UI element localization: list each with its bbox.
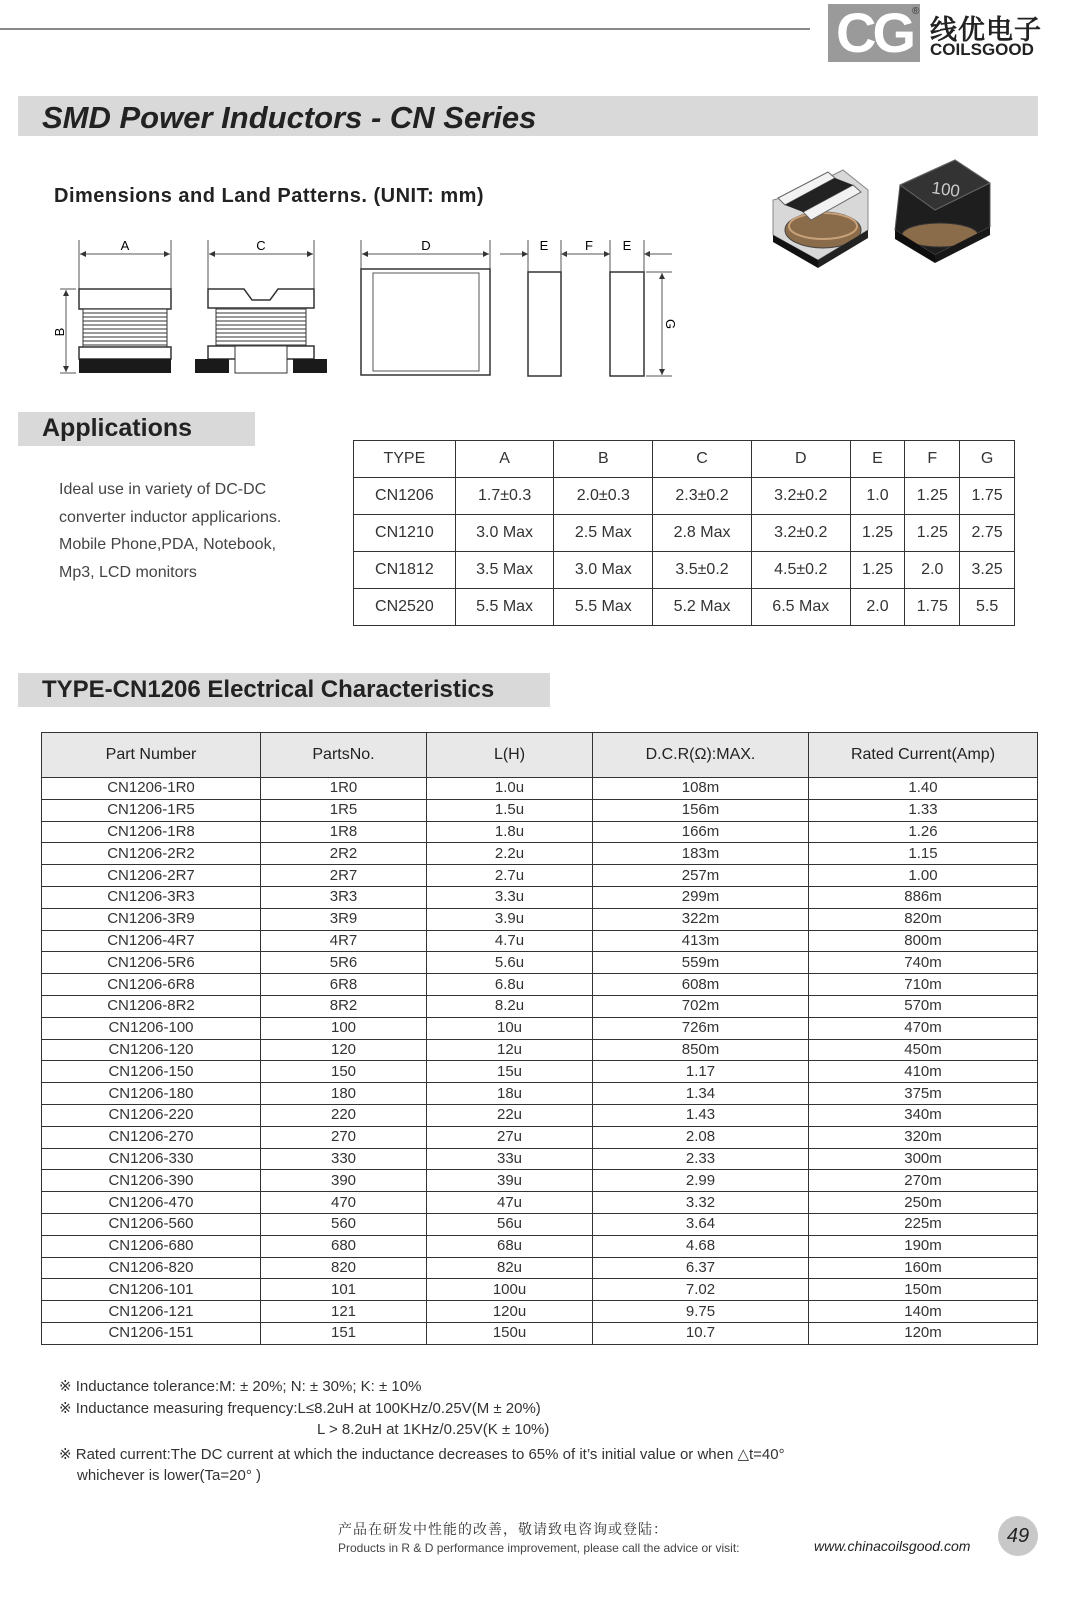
table-cell: 15u [427, 1061, 593, 1083]
table-row [42, 1170, 1038, 1192]
table-cell: 1.17 [593, 1061, 809, 1083]
dimensions-cell: CN1812 [354, 552, 456, 589]
dimensions-cell: 3.0 Max [455, 515, 554, 552]
table-cell: 68u [427, 1235, 593, 1257]
table-cell: 2R2 [261, 843, 427, 865]
table-cell: 740m [809, 952, 1038, 974]
label-a: A [120, 238, 130, 253]
table-cell: 100u [427, 1279, 593, 1301]
table-cell: 299m [593, 886, 809, 908]
col-header-inductance: L(H) [427, 733, 593, 778]
dimensions-cell: 1.75 [905, 589, 960, 626]
table-cell: 6R8 [261, 974, 427, 996]
col-header-parts-no: PartsNo. [261, 733, 427, 778]
table-cell: CN1206-560 [42, 1213, 261, 1235]
table-cell: 410m [809, 1061, 1038, 1083]
dimensions-cell: CN1206 [354, 478, 456, 515]
table-cell: 140m [809, 1301, 1038, 1323]
table-cell: 4.68 [593, 1235, 809, 1257]
registered-mark: ® [912, 6, 920, 17]
table-cell: CN1206-6R8 [42, 974, 261, 996]
side-view-c-drawing [195, 240, 327, 373]
table-cell: 559m [593, 952, 809, 974]
table-cell: 120m [809, 1322, 1038, 1344]
table-cell: 2.2u [427, 843, 593, 865]
inductor-photo-shielded [895, 160, 990, 263]
table-cell: 1.34 [593, 1083, 809, 1105]
table-cell: 1.5u [427, 799, 593, 821]
table-row [42, 865, 1038, 887]
table-cell: 5R6 [261, 952, 427, 974]
table-row [42, 1061, 1038, 1083]
table-cell: 33u [427, 1148, 593, 1170]
table-cell: 220 [261, 1104, 427, 1126]
table-cell: CN1206-2R2 [42, 843, 261, 865]
note-frequency: ※ Inductance measuring frequency:L≤8.2uH at 100KHz/0.25V(M ± 20%) [59, 1400, 541, 1417]
table-row [42, 1039, 1038, 1061]
table-cell: CN1206-120 [42, 1039, 261, 1061]
table-cell: 27u [427, 1126, 593, 1148]
table-cell: 702m [593, 995, 809, 1017]
table-cell: 250m [809, 1192, 1038, 1214]
dimensions-header-cell: C [653, 441, 752, 478]
table-cell: CN1206-4R7 [42, 930, 261, 952]
table-row [42, 952, 1038, 974]
table-row [42, 1279, 1038, 1301]
dimensions-row [354, 515, 1015, 552]
table-cell: 7.02 [593, 1279, 809, 1301]
table-cell: 150 [261, 1061, 427, 1083]
table-cell: 413m [593, 930, 809, 952]
table-cell: 3.32 [593, 1192, 809, 1214]
table-row [42, 1017, 1038, 1039]
table-cell: 100 [261, 1017, 427, 1039]
dimensions-cell: 3.2±0.2 [751, 515, 850, 552]
table-cell: CN1206-5R6 [42, 952, 261, 974]
table-cell: 156m [593, 799, 809, 821]
note-tolerance: ※ Inductance tolerance:M: ± 20%; N: ± 30%; K: ± 10% [59, 1378, 422, 1395]
table-cell: CN1206-180 [42, 1083, 261, 1105]
table-cell: CN1206-2R7 [42, 865, 261, 887]
dimensions-cell: 1.7±0.3 [455, 478, 554, 515]
dimensions-cell: 4.5±0.2 [751, 552, 850, 589]
page-title: SMD Power Inductors - CN Series [42, 100, 537, 135]
dimensions-cell: 3.5±0.2 [653, 552, 752, 589]
dimensions-cell: 6.5 Max [751, 589, 850, 626]
table-cell: 39u [427, 1170, 593, 1192]
table-cell: CN1206-151 [42, 1322, 261, 1344]
table-cell: 2.08 [593, 1126, 809, 1148]
applications-line: Mobile Phone,PDA, Notebook, [59, 536, 277, 553]
table-cell: 4R7 [261, 930, 427, 952]
table-cell: 9.75 [593, 1301, 809, 1323]
table-cell: CN1206-3R3 [42, 886, 261, 908]
table-cell: CN1206-470 [42, 1192, 261, 1214]
dimensions-cell: 1.25 [850, 515, 905, 552]
table-row [42, 1148, 1038, 1170]
table-row [42, 799, 1038, 821]
dimensions-header-cell: D [751, 441, 850, 478]
table-cell: 150u [427, 1322, 593, 1344]
applications-text [59, 476, 339, 586]
dimensions-cell: 3.0 Max [554, 552, 653, 589]
dimensions-cell: 2.0 [850, 589, 905, 626]
table-cell: 1.15 [809, 843, 1038, 865]
dimensions-cell: 3.5 Max [455, 552, 554, 589]
electrical-heading: TYPE-CN1206 Electrical Characteristics [42, 676, 495, 703]
table-cell: 1.8u [427, 821, 593, 843]
electrical-table [41, 732, 1038, 1345]
table-row [42, 1083, 1038, 1105]
dimensions-cell: 1.75 [960, 478, 1015, 515]
table-cell: 121 [261, 1301, 427, 1323]
dimensions-cell: 3.25 [960, 552, 1015, 589]
table-cell: 10.7 [593, 1322, 809, 1344]
footer-en: Products in R & D performance improvement, please call the advice or visit: [338, 1541, 740, 1555]
table-cell: 2R7 [261, 865, 427, 887]
land-pattern-d-drawing [361, 240, 490, 375]
table-cell: 390 [261, 1170, 427, 1192]
table-cell: 270 [261, 1126, 427, 1148]
table-cell: 101 [261, 1279, 427, 1301]
table-cell: 375m [809, 1083, 1038, 1105]
brand-name-en: COILSGOOD [930, 40, 1034, 59]
table-cell: 180 [261, 1083, 427, 1105]
table-cell: 270m [809, 1170, 1038, 1192]
dimensions-cell: 5.5 Max [554, 589, 653, 626]
dimensions-row [354, 589, 1015, 626]
table-cell: 1.43 [593, 1104, 809, 1126]
table-row [42, 930, 1038, 952]
applications-line: Ideal use in variety of DC-DC [59, 481, 267, 498]
table-cell: 18u [427, 1083, 593, 1105]
table-row [42, 821, 1038, 843]
dimensions-header-cell: G [960, 441, 1015, 478]
table-cell: 608m [593, 974, 809, 996]
table-cell: 1.00 [809, 865, 1038, 887]
note-rated-current: ※ Rated current:The DC current at which the inductance decreases to 65% of it’s initial value or when △t=40° [59, 1446, 785, 1463]
applications-line: converter inductor applicarions. [59, 508, 282, 526]
footer-cn: 产品在研发中性能的改善，敬请致电咨询或登陆： [338, 1521, 668, 1537]
table-cell: 1.40 [809, 778, 1038, 800]
table-cell: 300m [809, 1148, 1038, 1170]
dimensions-header-cell: F [905, 441, 960, 478]
table-cell: 5.6u [427, 952, 593, 974]
label-d: D [421, 238, 431, 253]
dimensions-cell: 5.5 [960, 589, 1015, 626]
table-row [42, 843, 1038, 865]
table-cell: 1R8 [261, 821, 427, 843]
table-cell: CN1206-390 [42, 1170, 261, 1192]
label-e-right: E [622, 238, 632, 253]
table-cell: CN1206-680 [42, 1235, 261, 1257]
table-cell: 190m [809, 1235, 1038, 1257]
table-cell: 2.33 [593, 1148, 809, 1170]
dimensions-cell: CN1210 [354, 515, 456, 552]
table-cell: 160m [809, 1257, 1038, 1279]
table-cell: 8.2u [427, 995, 593, 1017]
table-cell: 3R3 [261, 886, 427, 908]
dimension-drawings [50, 232, 690, 382]
table-cell: 3R9 [261, 908, 427, 930]
label-b: B [52, 327, 67, 337]
table-cell: 120u [427, 1301, 593, 1323]
table-cell: 4.7u [427, 930, 593, 952]
dimensions-cell: 2.5 Max [554, 515, 653, 552]
table-cell: 560 [261, 1213, 427, 1235]
dimensions-cell: 2.75 [960, 515, 1015, 552]
dimensions-cell: 1.25 [850, 552, 905, 589]
table-cell: 56u [427, 1213, 593, 1235]
applications-line: Mp3, LCD monitors [59, 563, 197, 581]
table-cell: 450m [809, 1039, 1038, 1061]
table-row [42, 778, 1038, 800]
table-cell: 151 [261, 1322, 427, 1344]
table-cell: 8R2 [261, 995, 427, 1017]
table-cell: 166m [593, 821, 809, 843]
col-header-dcr: D.C.R(Ω):MAX. [593, 733, 809, 778]
table-cell: 330 [261, 1148, 427, 1170]
label-g: G [663, 318, 678, 330]
table-cell: 82u [427, 1257, 593, 1279]
dimensions-cell: 1.0 [850, 478, 905, 515]
table-cell: CN1206-1R0 [42, 778, 261, 800]
table-cell: 1.33 [809, 799, 1038, 821]
brand-logo-mark: CG [828, 4, 920, 62]
table-cell: CN1206-220 [42, 1104, 261, 1126]
table-cell: CN1206-3R9 [42, 908, 261, 930]
table-cell: 2.99 [593, 1170, 809, 1192]
col-header-rated-current: Rated Current(Amp) [809, 733, 1038, 778]
chip-marking: 100 [930, 178, 962, 201]
table-cell: CN1206-820 [42, 1257, 261, 1279]
table-cell: 108m [593, 778, 809, 800]
land-pattern-pads-drawing [500, 240, 672, 376]
table-cell: 10u [427, 1017, 593, 1039]
dimensions-cell: CN2520 [354, 589, 456, 626]
dimensions-cell: 3.2±0.2 [751, 478, 850, 515]
dimensions-cell: 2.3±0.2 [653, 478, 752, 515]
table-row [42, 1192, 1038, 1214]
table-row [42, 1257, 1038, 1279]
table-row [42, 1235, 1038, 1257]
table-cell: 570m [809, 995, 1038, 1017]
table-row [42, 908, 1038, 930]
table-cell: 820m [809, 908, 1038, 930]
table-cell: 1R0 [261, 778, 427, 800]
table-cell: 710m [809, 974, 1038, 996]
dimensions-header-cell: A [455, 441, 554, 478]
dimensions-cell: 5.5 Max [455, 589, 554, 626]
dimensions-cell: 2.0±0.3 [554, 478, 653, 515]
table-cell: 800m [809, 930, 1038, 952]
table-cell: CN1206-121 [42, 1301, 261, 1323]
table-cell: CN1206-270 [42, 1126, 261, 1148]
dimensions-header-cell: E [850, 441, 905, 478]
inductor-photo-open [773, 170, 868, 268]
table-cell: 120 [261, 1039, 427, 1061]
table-cell: 3.3u [427, 886, 593, 908]
table-cell: CN1206-101 [42, 1279, 261, 1301]
table-row [42, 1126, 1038, 1148]
dimensions-cell: 5.2 Max [653, 589, 752, 626]
header-rule [0, 28, 810, 30]
table-cell: 2.7u [427, 865, 593, 887]
table-cell: CN1206-100 [42, 1017, 261, 1039]
label-f: F [585, 238, 593, 253]
dimensions-row [354, 552, 1015, 589]
table-cell: 726m [593, 1017, 809, 1039]
table-cell: 3.64 [593, 1213, 809, 1235]
table-cell: 820 [261, 1257, 427, 1279]
dimensions-header-cell: B [554, 441, 653, 478]
table-cell: 1.0u [427, 778, 593, 800]
dimensions-cell: 1.25 [905, 515, 960, 552]
product-photos [765, 150, 1000, 270]
table-cell: CN1206-1R5 [42, 799, 261, 821]
table-cell: 322m [593, 908, 809, 930]
table-cell: 22u [427, 1104, 593, 1126]
table-cell: 850m [593, 1039, 809, 1061]
brand-name-cn: 线优电子 [930, 15, 1042, 45]
dimensions-row [354, 478, 1015, 515]
page-number: 49 [998, 1516, 1038, 1556]
footer-url[interactable]: www.chinacoilsgood.com [814, 1538, 971, 1554]
table-cell: 6.37 [593, 1257, 809, 1279]
table-cell: CN1206-8R2 [42, 995, 261, 1017]
table-cell: CN1206-150 [42, 1061, 261, 1083]
table-cell: 183m [593, 843, 809, 865]
table-row [42, 1301, 1038, 1323]
table-cell: 470m [809, 1017, 1038, 1039]
table-row [42, 1322, 1038, 1344]
dimensions-cell: 1.25 [905, 478, 960, 515]
table-cell: 340m [809, 1104, 1038, 1126]
table-row [42, 886, 1038, 908]
dimensions-header-row [354, 441, 1015, 478]
table-cell: 257m [593, 865, 809, 887]
dimensions-table [353, 440, 1015, 626]
dimensions-cell: 2.8 Max [653, 515, 752, 552]
table-cell: CN1206-1R8 [42, 821, 261, 843]
table-cell: 1.26 [809, 821, 1038, 843]
table-cell: 680 [261, 1235, 427, 1257]
table-row [42, 1104, 1038, 1126]
dimensions-title: Dimensions and Land Patterns. (UNIT: mm) [54, 185, 485, 207]
table-cell: 12u [427, 1039, 593, 1061]
table-cell: 3.9u [427, 908, 593, 930]
dimensions-cell: 2.0 [905, 552, 960, 589]
table-row [42, 974, 1038, 996]
table-cell: 225m [809, 1213, 1038, 1235]
table-cell: 150m [809, 1279, 1038, 1301]
col-header-part-number: Part Number [42, 733, 261, 778]
table-row [42, 1213, 1038, 1235]
table-row [42, 995, 1038, 1017]
note-frequency-cont: L > 8.2uH at 1KHz/0.25V(K ± 10%) [317, 1421, 550, 1438]
table-cell: 6.8u [427, 974, 593, 996]
label-e-left: E [539, 238, 549, 253]
table-cell: CN1206-330 [42, 1148, 261, 1170]
table-cell: 470 [261, 1192, 427, 1214]
label-c: C [256, 238, 266, 253]
applications-heading: Applications [42, 414, 193, 442]
dimensions-header-cell: TYPE [354, 441, 456, 478]
note-rated-current-cont: whichever is lower(Ta=20° ) [77, 1467, 261, 1484]
side-view-a-drawing [60, 240, 171, 373]
table-cell: 320m [809, 1126, 1038, 1148]
table-cell: 886m [809, 886, 1038, 908]
table-cell: 1R5 [261, 799, 427, 821]
table-cell: 47u [427, 1192, 593, 1214]
